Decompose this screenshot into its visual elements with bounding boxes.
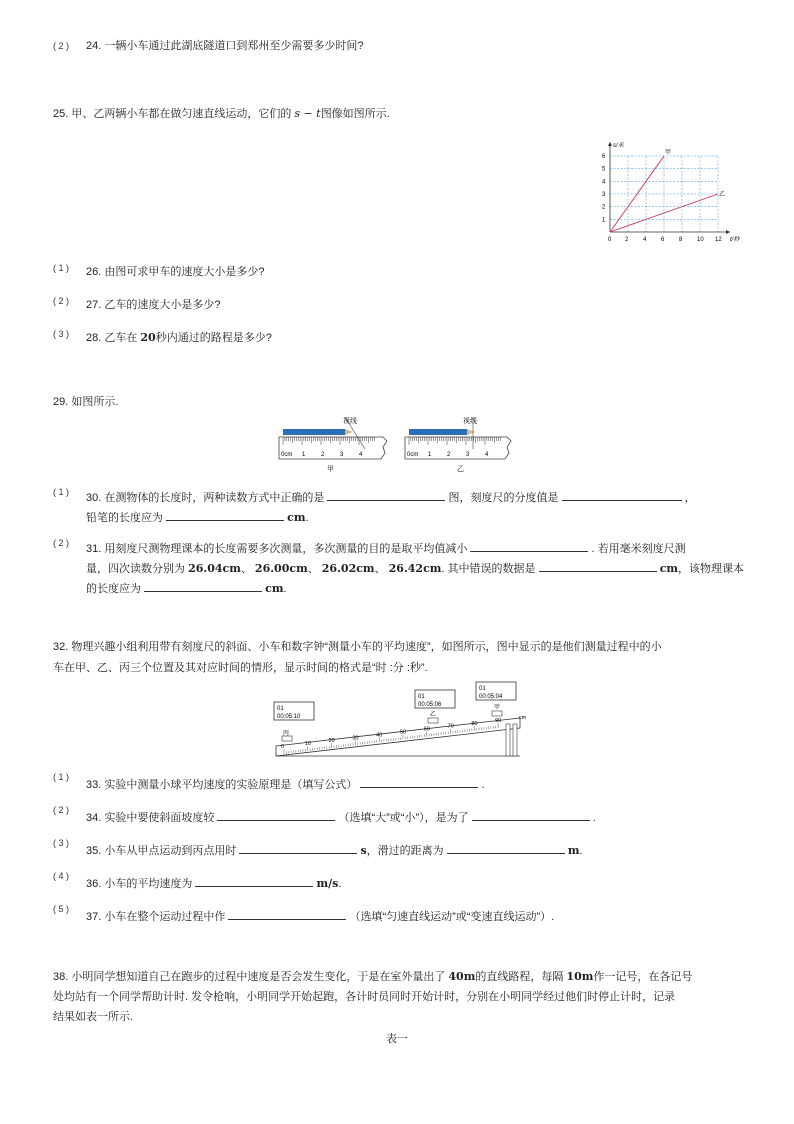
- question-number: ( 4 ): [53, 871, 70, 881]
- label-jia: 甲: [494, 705, 501, 711]
- question-25: 25. 甲、乙两辆小车都在做匀速直线运动，它们的 s − t图像如图所示.: [53, 107, 390, 120]
- question-31-line2: 量，四次读数分别为 26.04cm、 26.00cm、 26.02cm、 26.42cm. 其中错误的数据是 cm，该物理课本: [86, 559, 744, 578]
- y-tick-label: 4: [602, 179, 606, 186]
- y-tick-label: 1: [602, 217, 606, 224]
- slope-tick-label: 20: [328, 738, 335, 745]
- question-30-line1: 30. 在测物体的长度时，两种读数方式中正确的是 图，刻度尺的分度值是 ，: [86, 488, 696, 507]
- slope-tick-label: 60: [423, 726, 430, 733]
- ruler-right-tick-4: 4: [485, 452, 489, 458]
- question-number: ( 2 ): [53, 805, 70, 815]
- x-tick-label: 2: [625, 237, 629, 243]
- clock-jia: [476, 682, 516, 700]
- svg-text:01: 01: [418, 694, 425, 700]
- question-31-line1: 31. 用刻度尺测物理课本的长度需要多次测量，多次测量的目的是取平均值减小 . 若用毫米刻度尺测: [86, 539, 686, 558]
- question-number: ( 1 ): [53, 263, 70, 273]
- pencil-tip-right: [467, 429, 475, 435]
- series-label-jia: 甲: [665, 150, 672, 156]
- svg-text:01: 01: [277, 706, 284, 712]
- question-number: ( 1 ): [53, 772, 70, 782]
- x-tick-label: 8: [679, 237, 683, 243]
- x-axis-arrow: [726, 230, 730, 234]
- question-34: 34. 实验中要使斜面坡度较 （选填“大”或“小”），是为了 .: [86, 808, 596, 827]
- clock-yi: [415, 690, 455, 708]
- question-30-line2: 铅笔的长度应为 cm.: [86, 508, 309, 527]
- question-number: ( 1 ): [53, 487, 70, 497]
- answer-blank[interactable]: [166, 508, 284, 521]
- svg-text:00:05:06: 00:05:06: [418, 702, 442, 708]
- slope-tick-label: 30: [352, 735, 359, 742]
- question-number: ( 3 ): [53, 838, 70, 848]
- caption-yi: 乙: [457, 466, 464, 473]
- answer-blank[interactable]: [470, 539, 588, 552]
- caption-jia: 甲: [327, 466, 334, 473]
- question-29: 29. 如图所示.: [53, 396, 119, 408]
- table-caption: 表一: [386, 1032, 408, 1045]
- y-axis-label: s/米: [613, 143, 624, 149]
- ruler-right-tick-2: 2: [447, 452, 451, 458]
- slope-tick-label: 70: [447, 723, 454, 730]
- car-jia: [492, 711, 502, 716]
- st-graph: [598, 128, 748, 253]
- slope-tick-label: 90: [495, 717, 502, 724]
- svg-text:00:05:10: 00:05:10: [277, 714, 301, 720]
- slope-tick-label: 0: [281, 744, 285, 750]
- question-26: 26. 由图可求甲车的速度大小是多少?: [86, 266, 265, 278]
- question-31-line3: 的长度应为 cm.: [86, 579, 287, 598]
- question-32-line2: 车在甲、乙、丙三个位置及其对应时间的情形，显示时间的格式是“时 :分 :秒”.: [53, 662, 428, 674]
- slope-tick-label: cm: [518, 715, 527, 722]
- y-tick-label: 6: [602, 154, 606, 160]
- svg-text:01: 01: [479, 686, 486, 692]
- x-tick-label: 6: [661, 237, 665, 243]
- support-post: [513, 724, 517, 756]
- y-tick-label: 3: [602, 192, 606, 198]
- answer-blank[interactable]: [327, 488, 445, 501]
- question-number: ( 2 ): [53, 296, 70, 306]
- answer-blank[interactable]: [228, 907, 346, 920]
- math-s-t: s − t: [294, 107, 321, 120]
- ruler-right-tick-0: 0cm: [407, 452, 419, 458]
- answer-blank[interactable]: [195, 874, 313, 887]
- ruler-left-tick-4: 4: [359, 452, 363, 458]
- question-38-line3: 结果如表一所示.: [53, 1011, 134, 1023]
- answer-blank[interactable]: [239, 841, 357, 854]
- y-tick-label: 5: [602, 166, 606, 173]
- question-28: 28. 乙车在 20秒内通过的路程是多少?: [86, 331, 272, 344]
- origin-label: 0: [608, 237, 612, 243]
- question-32-line1: 32. 物理兴趣小组利用带有刻度尺的斜面、小车和数字钟“测量小车的平均速度”，如图所示，图中显示的是他们测量过程中的小: [53, 641, 662, 653]
- answer-blank[interactable]: [472, 808, 590, 821]
- ruler-figure: [275, 413, 525, 475]
- question-35: 35. 小车从甲点运动到丙点用时 s，滑过的距离为 m.: [86, 841, 583, 860]
- label-bing: 丙: [283, 731, 290, 737]
- ruler-right-tick-1: 1: [428, 452, 432, 458]
- ruler-left-tick-1: 1: [302, 452, 306, 458]
- question-36: 36. 小车的平均速度为 m/s.: [86, 874, 341, 893]
- question-33: 33. 实验中测量小球平均速度的实验原理是（填写公式） .: [86, 775, 485, 794]
- ruler-left-tick-3: 3: [340, 452, 344, 458]
- answer-blank[interactable]: [144, 579, 262, 592]
- x-axis-label: t/秒: [730, 237, 740, 243]
- answer-blank[interactable]: [562, 488, 682, 501]
- ruler-left-tick-0: 0cm: [281, 452, 293, 458]
- y-axis-arrow: [608, 142, 612, 146]
- question-number: ( 2 ): [53, 538, 70, 548]
- answer-blank[interactable]: [360, 775, 478, 788]
- pencil-right: [409, 429, 467, 435]
- ruler-left-tick-2: 2: [321, 452, 325, 458]
- ruler-left: [279, 416, 387, 473]
- slope-figure: [270, 680, 530, 760]
- answer-blank[interactable]: [217, 808, 335, 821]
- svg-text:00:05:04: 00:05:04: [479, 694, 503, 700]
- question-38-line1: 38. 小明同学想知道自己在跑步的过程中速度是否会发生变化，于是在室外量出了 40m的直线路程，每隔 10m作一记号，在各记号: [53, 970, 693, 983]
- car-yi: [428, 718, 438, 723]
- slope-tick-label: 50: [399, 729, 407, 736]
- sight-label-left: 视线: [343, 418, 357, 425]
- y-tick-label: 2: [602, 204, 606, 211]
- slope-tick-label: 10: [304, 741, 311, 748]
- slope-tick-label: 40: [376, 732, 383, 739]
- x-tick-label: 10: [697, 237, 704, 243]
- question-37: 37. 小车在整个运动过程中作 （选填“匀速直线运动”或“变速直线运动”）.: [86, 907, 554, 926]
- slope-tick-label: 80: [471, 720, 478, 727]
- x-tick-label: 12: [715, 237, 722, 243]
- question-number: ( 2 ): [53, 41, 70, 51]
- ruler-right: [405, 416, 511, 473]
- question-24: 24. 一辆小车通过此湖底隧道口到郑州至少需要多少时间?: [86, 40, 364, 52]
- pencil-tip-left: [345, 429, 353, 435]
- question-number: ( 5 ): [53, 904, 70, 914]
- answer-blank[interactable]: [539, 559, 657, 572]
- clock-bing: [274, 702, 314, 720]
- x-tick-label: 4: [643, 237, 647, 243]
- pencil-left: [283, 429, 345, 435]
- label-yi: 乙: [430, 712, 437, 718]
- sight-label-right: 视线: [463, 418, 477, 425]
- question-27: 27. 乙车的速度大小是多少?: [86, 299, 221, 311]
- series-label-yi: 乙: [719, 192, 726, 198]
- support-post: [506, 724, 510, 756]
- answer-blank[interactable]: [447, 841, 565, 854]
- question-38-line2: 处均站有一个同学帮助计时. 发令枪响，小明同学开始起跑，各计时员同时开始计时，分别在小明同学经过他们时停止计时，记录: [53, 991, 676, 1003]
- question-number: ( 3 ): [53, 329, 70, 339]
- ruler-right-tick-3: 3: [466, 452, 470, 458]
